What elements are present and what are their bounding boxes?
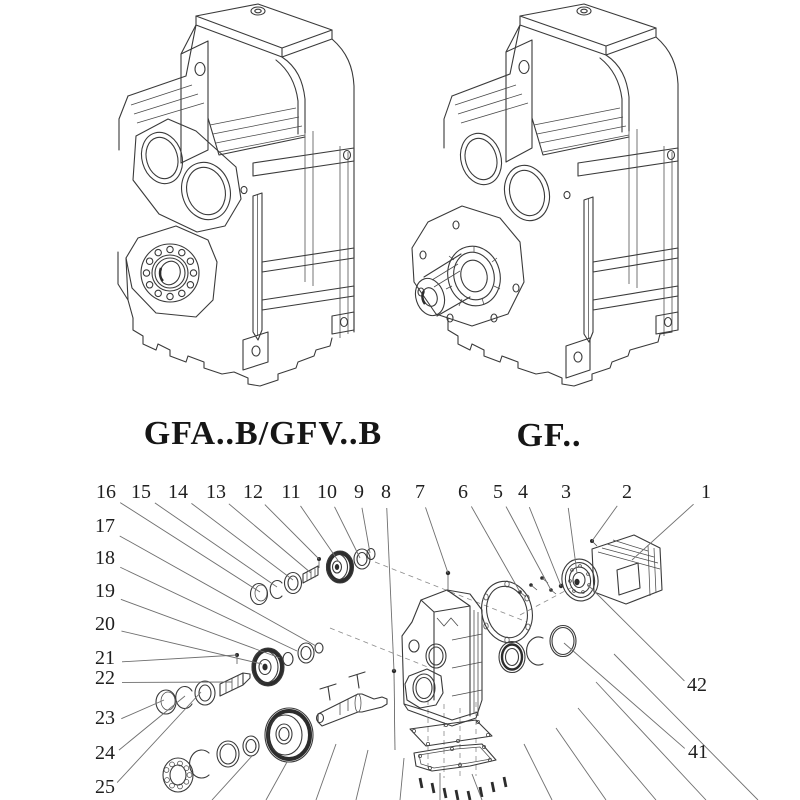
output-cover-and-bearings — [475, 576, 576, 673]
leader-line-9 — [362, 508, 370, 553]
right-gearbox-drawing — [411, 4, 678, 386]
input-shaft-group — [251, 549, 376, 605]
part-number-13: 13 — [206, 481, 226, 503]
left-gearbox-drawing — [118, 4, 354, 386]
leader-line-20 — [121, 631, 262, 664]
leader-line-21 — [122, 655, 237, 662]
leader-line-5 — [506, 507, 551, 590]
part-number-18: 18 — [95, 547, 115, 569]
gear-housing — [392, 571, 482, 750]
part-number-25: 25 — [95, 776, 115, 798]
gaskets-and-bolts — [410, 720, 506, 800]
leader-line-15 — [155, 503, 277, 587]
exploded-parts-diagram — [95, 481, 758, 800]
leader-line-42 — [588, 585, 684, 681]
t-bolt-2 — [349, 672, 365, 688]
right-model-caption: GF.. — [516, 417, 582, 454]
motor — [559, 535, 662, 604]
leader-line-10 — [335, 507, 360, 558]
part-number-3: 3 — [561, 481, 571, 503]
intermediate-axis-dashed-line — [330, 628, 430, 668]
part-number-4: 4 — [518, 481, 528, 503]
part-number-10: 10 — [317, 481, 337, 503]
leader-line-7 — [425, 507, 448, 573]
cut-off-leader-lines — [212, 654, 758, 800]
hex-bolts — [420, 777, 506, 800]
part-number-5: 5 — [493, 481, 503, 503]
leader-line-41 — [564, 643, 685, 748]
part-number-16: 16 — [96, 481, 116, 503]
part-number-24: 24 — [95, 742, 115, 764]
input-axis-dashed-line — [375, 562, 527, 622]
leader-line-11 — [301, 506, 339, 562]
t-bolt-1 — [320, 684, 336, 700]
leader-line-3 — [568, 508, 577, 573]
intermediate-shaft-group — [156, 643, 323, 714]
part-number-8: 8 — [381, 481, 391, 503]
leader-line-12 — [265, 505, 319, 559]
leader-line-1 — [632, 504, 694, 560]
part-number-14: 14 — [168, 481, 188, 503]
leader-line-24 — [119, 696, 185, 750]
part-number-41: 41 — [688, 741, 708, 763]
leader-line-4 — [529, 507, 561, 586]
part-number-11: 11 — [281, 481, 301, 503]
left-model-caption: GFA..B/GFV..B — [143, 415, 383, 452]
bearing-rollers — [143, 246, 196, 299]
part-number-22: 22 — [95, 667, 115, 689]
leader-line-16 — [120, 503, 260, 592]
assembly-screws — [518, 539, 597, 597]
part-number-12: 12 — [243, 481, 263, 503]
part-number-23: 23 — [95, 707, 115, 729]
part-number-20: 20 — [95, 613, 115, 635]
output-shaft-group — [163, 672, 387, 792]
part-number-15: 15 — [131, 481, 151, 503]
part-number-17: 17 — [95, 515, 115, 537]
part-number-21: 21 — [95, 647, 115, 669]
part-number-callouts — [95, 481, 711, 798]
part-number-6: 6 — [458, 481, 468, 503]
leader-line-2 — [592, 506, 617, 541]
part-number-1: 1 — [701, 481, 711, 503]
part-number-2: 2 — [622, 481, 632, 503]
part-number-19: 19 — [95, 580, 115, 602]
part-number-9: 9 — [354, 481, 364, 503]
leader-line-8 — [387, 508, 394, 671]
part-number-7: 7 — [415, 481, 425, 503]
part-number-42: 42 — [687, 674, 707, 696]
